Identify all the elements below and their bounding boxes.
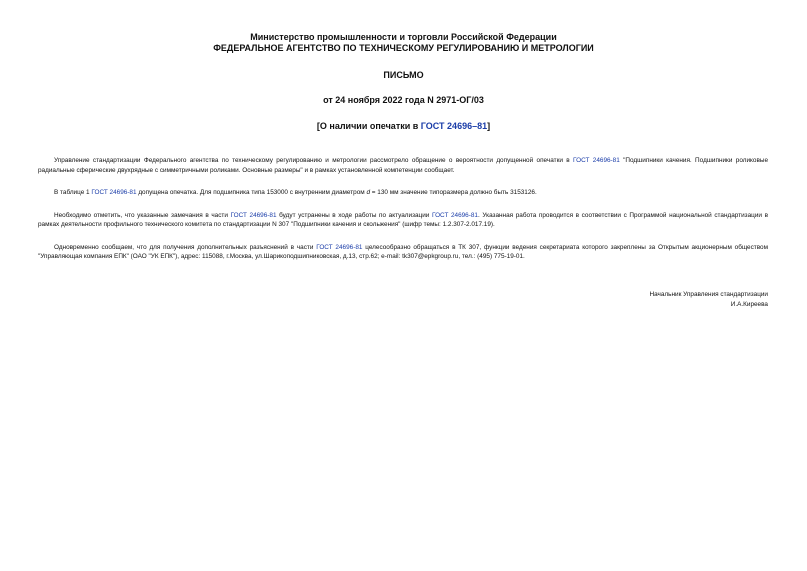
paragraph-3-gost-link-2[interactable]: ГОСТ 24696-81 xyxy=(431,211,478,219)
paragraph-3-text-c: . Указанная работа проводится в соответствии с Программой национальной стандартизации в рамках деятельности профильного технического комитета по стандартизации N 307 "Подшипники качения и скольжения" (шифр темы: 1.2.307-2.017.19). xyxy=(38,211,768,228)
paragraph-1 xyxy=(38,156,768,175)
paragraph-1-text-a: Управление стандартизации Федерального агентства по техническому регулированию и метрологии рассмотрело обращение о вероятности допущенной опечатки в xyxy=(54,157,574,164)
paragraph-4-gost-link[interactable]: ГОСТ 24696-81 xyxy=(316,243,363,251)
signature-name: И.А.Киреева xyxy=(730,301,768,308)
document-header xyxy=(0,32,807,131)
subject-gost-link[interactable]: ГОСТ 24696–81 xyxy=(420,121,488,131)
paragraph-1-gost-link[interactable]: ГОСТ 24696-81 xyxy=(573,157,620,164)
paragraph-1-text-b: "Подшипники качения. Подшипники роликовые радиальные сферические двухрядные с симметричными роликами. Основные размеры" и в рамках установленной компетенции сообщает. xyxy=(38,157,769,174)
signature-position: Начальник Управления стандартизации xyxy=(649,291,768,298)
document-type: ПИСЬМО xyxy=(383,70,424,80)
paragraph-2-text-c: = 130 мм значение типоразмера должно быть 3153126. xyxy=(370,189,537,196)
signature-block xyxy=(650,290,768,310)
paragraph-4-text-a: Одновременно сообщаем, что для получения дополнительных разъяснений в части xyxy=(54,243,317,251)
paragraph-3-text-a: Необходимо отметить, что указанные замечания в части xyxy=(54,211,231,219)
agency-name: ФЕДЕРАЛЬНОЕ АГЕНТСТВО ПО ТЕХНИЧЕСКОМУ РЕГУЛИРОВАНИЮ И МЕТРОЛОГИИ xyxy=(213,43,594,53)
subject-suffix: ] xyxy=(487,121,491,131)
ministry-name: Министерство промышленности и торговли Российской Федерации xyxy=(250,32,557,42)
subject-prefix: [О наличии опечатки в xyxy=(316,121,421,131)
paragraph-2-text-a: В таблице 1 xyxy=(54,189,92,196)
document-date-number: от 24 ноября 2022 года N 2971-ОГ/03 xyxy=(323,95,484,105)
paragraph-3-gost-link-1[interactable]: ГОСТ 24696-81 xyxy=(230,211,277,219)
paragraph-2-text-b: допущена опечатка. Для подшипника типа 153000 с внутренним диаметром xyxy=(136,189,367,196)
paragraph-2-variable: d xyxy=(366,189,371,196)
paragraph-4 xyxy=(38,243,768,262)
document-body xyxy=(38,156,768,275)
paragraph-3-text-b: будут устранены в ходе работы по актуализации xyxy=(276,211,432,219)
document-subject xyxy=(0,121,807,131)
paragraph-2-gost-link[interactable]: ГОСТ 24696-81 xyxy=(91,189,137,196)
paragraph-2 xyxy=(38,188,768,198)
paragraph-3 xyxy=(38,211,768,230)
paragraph-4-text-b: целесообразно обращаться в ТК 307, функции ведения секретариата которого закреплены за Открытым акционерным обществом "Управляющая компания ЕПК" (ОАО "УК ЕПК"), адрес: 115088, г.Москва, ул.Шарикоподшипниковская, д.13, стр.62; e-mail: tk307@epkgroup.ru, тел.: (495) 775-19-01. xyxy=(38,243,768,260)
